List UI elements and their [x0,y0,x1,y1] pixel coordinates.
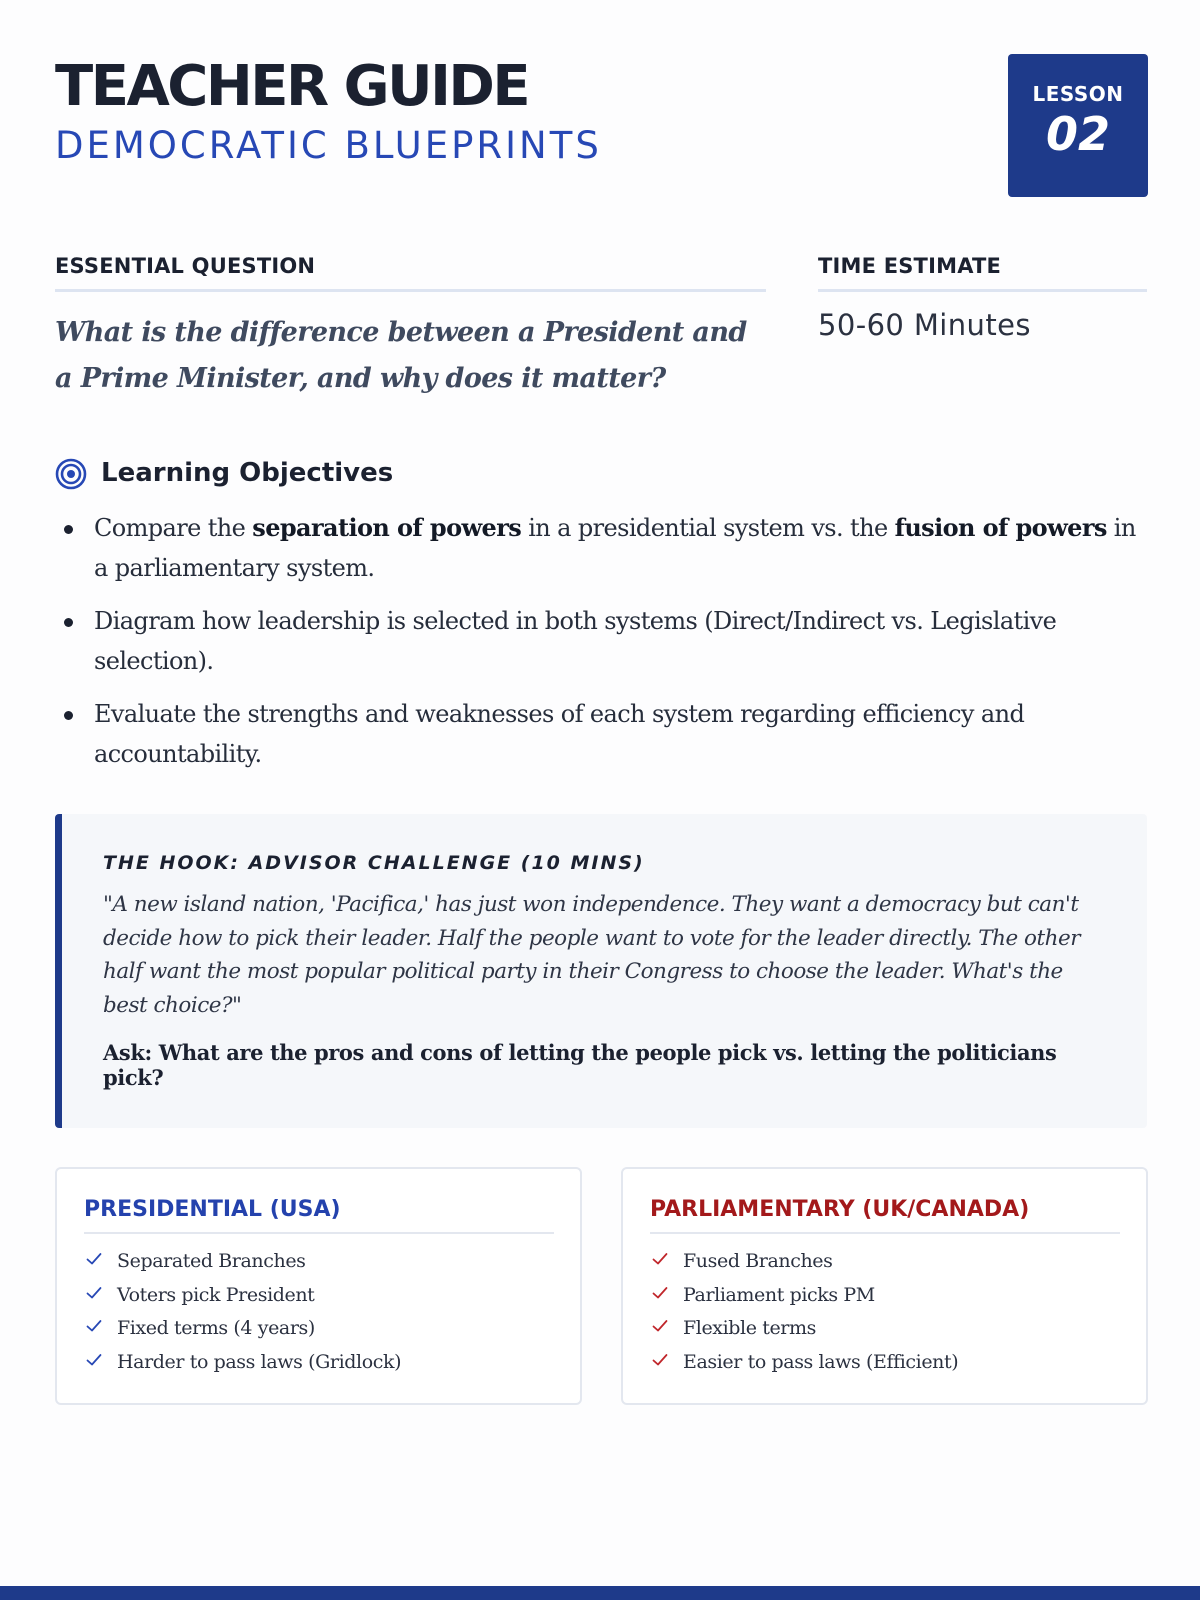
learning-objectives-section [55,456,1147,787]
hook-quote: "A new island nation, 'Pacifica,' has just won independence. They want a democracy but can't decide how to pick their leader. Half the people want to vote for the leader directly. The other half want the most popular political party in their Congress to choose the leader. What's the best choice?" [103,892,1080,1018]
lesson-label: LESSON [1032,82,1124,106]
target-icon [55,458,87,490]
check-icon [652,1353,668,1367]
check-icon [86,1353,102,1367]
list-item: Parliament picks PM [650,1279,1120,1313]
list-item: Harder to pass laws (Gridlock) [84,1346,554,1380]
check-icon [652,1286,668,1300]
list-item: Separated Branches [84,1245,554,1279]
time-estimate-section [818,254,1147,342]
parliamentary-list [650,1245,1120,1379]
objective-item: Diagram how leadership is selected in both systems (Direct/Indirect vs. Legislative selection). [55,601,1147,681]
objectives-title: Learning Objectives [101,458,394,488]
check-icon [86,1319,102,1333]
list-item: Fused Branches [650,1245,1120,1279]
presidential-list [84,1245,554,1379]
presidential-title: PRESIDENTIAL (USA) [84,1197,554,1234]
objective-item: Evaluate the strengths and weaknesses of each system regarding efficiency and accountability. [55,694,1147,774]
objectives-heading [55,456,1147,492]
page-title: TEACHER GUIDE [55,54,529,119]
essential-question-label: ESSENTIAL QUESTION [55,254,766,292]
objective-item: Compare the separation of powers in a presidential system vs. the fusion of powers in a parliamentary system. [55,508,1147,588]
time-estimate-label: TIME ESTIMATE [818,254,1147,292]
time-estimate-text: 50-60 Minutes [818,308,1031,342]
essential-question-section [55,254,766,402]
hook-ask: Ask: What are the pros and cons of letting the people pick vs. letting the politicians pick? [103,1040,1057,1090]
check-icon [652,1319,668,1333]
parliamentary-title: PARLIAMENTARY (UK/CANADA) [650,1197,1120,1234]
lesson-number: 02 [1045,107,1110,161]
list-item: Voters pick President [84,1279,554,1313]
parliamentary-card [621,1167,1148,1405]
footer-bar [0,1586,1200,1600]
list-item: Flexible terms [650,1312,1120,1346]
hook-callout [55,814,1147,1128]
header [55,54,1147,200]
list-item: Fixed terms (4 years) [84,1312,554,1346]
check-icon [652,1252,668,1266]
check-icon [86,1286,102,1300]
essential-question-text: What is the difference between a President and a Prime Minister, and why does it matter? [55,317,747,394]
lesson-badge [1008,54,1148,197]
check-icon [86,1252,102,1266]
page-subtitle: DEMOCRATIC BLUEPRINTS [55,124,602,167]
objectives-list [55,508,1147,774]
list-item: Easier to pass laws (Efficient) [650,1346,1120,1380]
presidential-card [55,1167,582,1405]
hook-title: THE HOOK: ADVISOR CHALLENGE (10 MINS) [103,852,645,874]
